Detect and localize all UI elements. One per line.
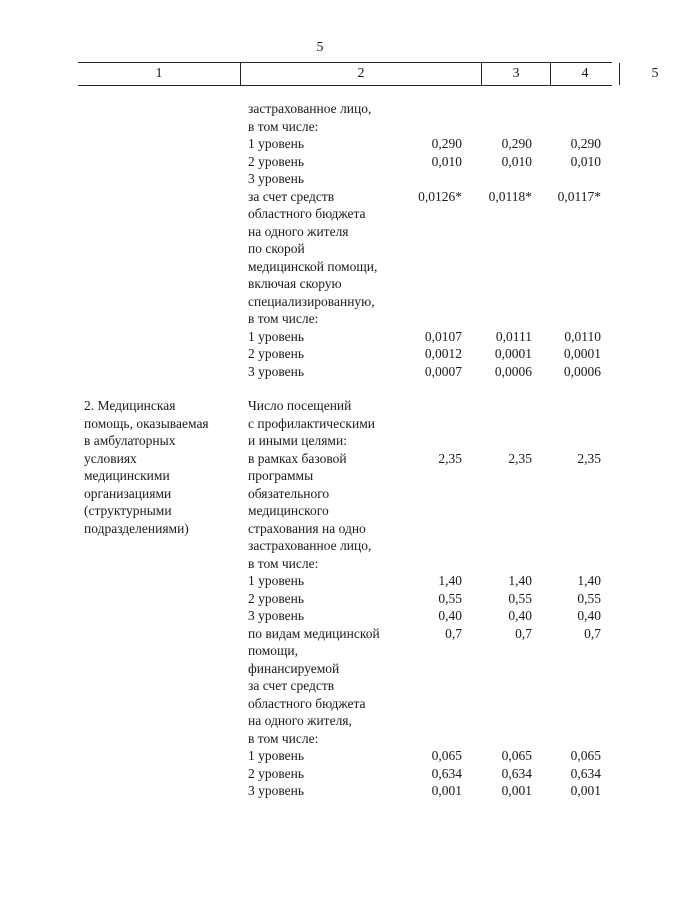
indicator-line: обязательного	[248, 485, 330, 501]
indicator-line: 2 уровень	[248, 153, 305, 169]
value-col5: 0,40	[577, 608, 601, 623]
indicator-line: 2 уровень	[248, 346, 305, 361]
value-col4: 0,0006	[494, 363, 532, 379]
value-col3: 0,634	[431, 765, 462, 781]
indicator-line: по скорой	[248, 241, 305, 256]
value-col5: 0,0110	[564, 328, 601, 344]
value-col3: 2,35	[438, 450, 462, 466]
indicator-line: включая скорую	[248, 276, 342, 291]
header-col2: 2	[357, 66, 365, 81]
table-header	[78, 62, 659, 86]
value-col5: 0,0117*	[557, 188, 601, 204]
indicator-line: 2 уровень	[248, 765, 305, 781]
row-label-line: организациями	[84, 485, 172, 501]
indicator-line: застрахованное лицо,	[248, 538, 372, 553]
header-col5: 5	[651, 66, 659, 81]
row-label-line: условиях	[84, 450, 137, 466]
value-col4: 0,40	[508, 608, 532, 623]
indicator-line: специализированную,	[248, 293, 375, 309]
indicator-line: с профилактическими	[248, 415, 375, 431]
header-col4: 4	[581, 66, 589, 81]
indicator-line: на одного жителя,	[248, 713, 352, 728]
indicator-line: за счет средств	[248, 678, 335, 693]
indicator-line: 3 уровень	[248, 363, 305, 379]
value-col5: 2,35	[577, 450, 601, 466]
value-col5: 0,7	[584, 625, 601, 641]
indicator-line: Число посещений	[248, 398, 352, 413]
value-col3: 0,290	[431, 136, 462, 151]
value-col5: 0,0006	[563, 363, 601, 379]
row-label-line: подразделениями)	[84, 520, 189, 536]
value-col4: 0,010	[501, 153, 532, 169]
indicator-line: помощи,	[248, 643, 299, 658]
value-col5: 0,001	[570, 783, 601, 798]
value-col3: 0,7	[445, 625, 462, 641]
row-label-line: 2. Медицинская	[84, 398, 176, 413]
value-col4: 0,290	[501, 136, 532, 151]
value-col4: 0,0001	[494, 346, 532, 361]
header-col3: 3	[512, 66, 520, 81]
indicator-line: областного бюджета	[248, 695, 366, 711]
indicator-line: 1 уровень	[248, 573, 305, 588]
indicator-line: на одного жителя	[248, 223, 349, 239]
value-col5: 0,55	[577, 590, 601, 606]
row-label-line: медицинскими	[84, 468, 170, 483]
row-label-line: помощь, оказываемая	[84, 415, 209, 431]
value-col3: 0,065	[431, 748, 462, 763]
indicator-line: медицинской помощи,	[248, 258, 378, 274]
indicator-line: и иными целями:	[248, 433, 347, 448]
value-col3: 1,40	[438, 573, 462, 588]
indicator-line: застрахованное лицо,	[248, 101, 372, 116]
value-col4: 0,55	[508, 590, 532, 606]
value-col5: 0,010	[570, 153, 601, 169]
indicator-line: в том числе:	[248, 555, 319, 571]
value-col3: 0,0012	[424, 346, 462, 361]
value-col4: 0,065	[501, 748, 532, 763]
value-col4: 0,0118*	[488, 188, 532, 204]
value-col4: 0,0111	[495, 328, 532, 344]
value-col4: 0,7	[515, 625, 532, 641]
row-label-line: (структурными	[84, 503, 172, 518]
value-col5: 0,634	[570, 765, 601, 781]
indicator-line: по видам медицинской	[248, 625, 380, 641]
indicator-line: 2 уровень	[248, 590, 305, 606]
value-col5: 0,290	[570, 136, 601, 151]
value-col5: 0,0001	[563, 346, 601, 361]
indicator-line: областного бюджета	[248, 206, 366, 221]
indicator-line: в том числе:	[248, 311, 319, 326]
indicator-line: 3 уровень	[248, 171, 305, 186]
value-col4: 0,634	[501, 765, 532, 781]
indicator-line: за счет средств	[248, 188, 335, 204]
value-col4: 2,35	[508, 450, 532, 466]
indicator-line: страхования на одно	[248, 520, 366, 536]
indicator-line: в том числе:	[248, 730, 319, 746]
indicator-line: программы	[248, 468, 314, 483]
value-col3: 0,0107	[424, 328, 462, 344]
indicator-line: медицинского	[248, 503, 329, 518]
row-label-line: в амбулаторных	[84, 433, 176, 448]
indicator-line: 1 уровень	[248, 136, 305, 151]
indicator-line: в том числе:	[248, 118, 319, 134]
indicator-line: 1 уровень	[248, 748, 305, 763]
indicator-line: 3 уровень	[248, 783, 305, 798]
indicator-line: финансируемой	[248, 660, 340, 676]
page-number: 5	[316, 40, 324, 55]
value-col4: 0,001	[501, 783, 532, 798]
indicator-line: 1 уровень	[248, 328, 305, 344]
indicator-line: 3 уровень	[248, 608, 305, 623]
value-col3: 0,001	[431, 783, 462, 798]
value-col3: 0,0007	[424, 363, 462, 379]
indicator-line: в рамках базовой	[248, 450, 347, 466]
value-col3: 0,0126*	[418, 188, 462, 204]
header-col1: 1	[155, 66, 163, 81]
value-col5: 0,065	[570, 748, 601, 763]
value-col3: 0,55	[438, 590, 462, 606]
value-col5: 1,40	[577, 573, 601, 588]
value-col3: 0,40	[438, 608, 462, 623]
value-col4: 1,40	[508, 573, 532, 588]
value-col3: 0,010	[431, 153, 462, 169]
